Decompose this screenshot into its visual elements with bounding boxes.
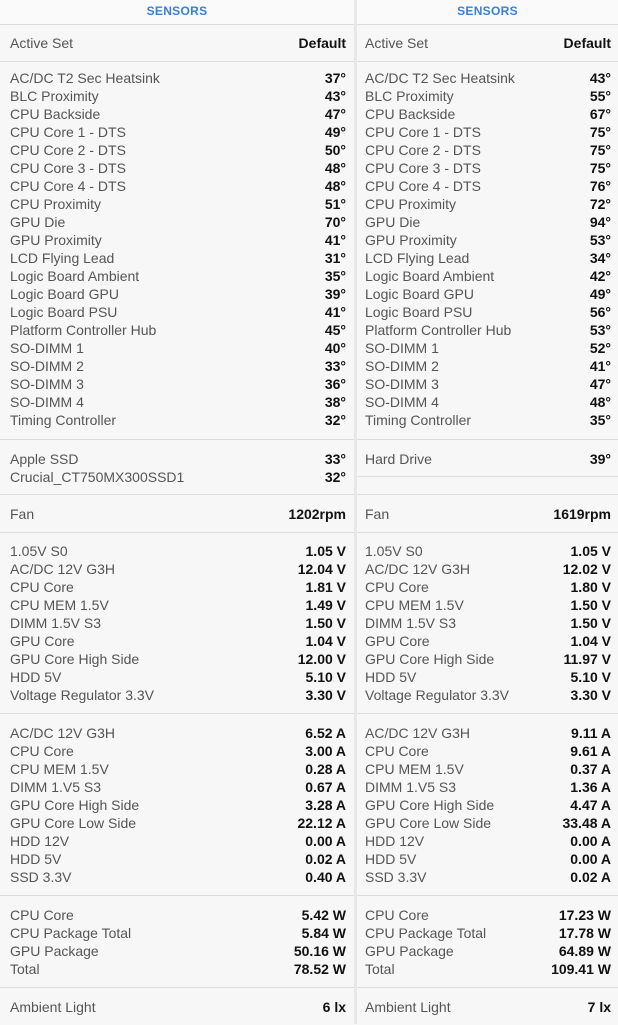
sensor-value: 32° [324,469,346,485]
temperature-row [357,87,618,105]
sensor-value: 1.04 V [570,633,611,649]
sensor-value: 12.04 V [297,561,346,577]
voltage-row [357,614,618,632]
temperature-row [0,69,354,87]
sensor-label: GPU Core [10,633,75,649]
voltage-row [357,668,618,686]
sensor-label: Total [365,961,395,977]
active-set-label: Active Set [365,35,429,51]
sensor-label: Crucial_CT750MX300SSD1 [10,469,185,485]
current-row [357,760,618,778]
sensor-value: 11.97 V [563,651,611,667]
drive-row [0,468,354,486]
current-row [0,724,354,742]
active-set-label: Active Set [10,35,74,51]
temperature-row [357,123,618,141]
temperature-row [357,159,618,177]
sensor-label: CPU Core [365,743,429,759]
temperature-section [357,69,618,429]
sensor-label: CPU Proximity [10,196,102,212]
current-row [0,778,354,796]
power-row [0,906,354,924]
sensor-value: 43° [589,70,611,86]
temperature-row [357,195,618,213]
sensor-label: HDD 12V [365,833,425,849]
sensor-value: 75° [589,124,611,140]
sensor-label: HDD 12V [10,833,70,849]
temperature-row [0,195,354,213]
sensor-value: 75° [589,142,611,158]
sensor-label: Ambient Light [10,999,96,1015]
temperature-row [357,213,618,231]
sensor-value: 64.89 W [558,943,611,959]
active-set-section [0,25,354,61]
sensor-value: 33° [324,358,346,374]
temperature-row [0,411,354,429]
drive-section [0,450,354,486]
current-row [357,868,618,886]
sensor-label: Ambient Light [365,999,451,1015]
sensor-label: DIMM 1.5V S3 [10,615,102,631]
sensor-label: CPU Proximity [365,196,457,212]
power-section [357,906,618,978]
sensor-label: GPU Proximity [365,232,457,248]
sensor-label: CPU Core 3 - DTS [10,160,126,176]
sensor-label: HDD 5V [10,669,62,685]
sensor-label: DIMM 1.5V S3 [365,615,457,631]
sensor-value: 0.40 A [305,869,346,885]
sensor-label: Platform Controller Hub [10,322,157,338]
sensor-value: 42° [589,268,611,284]
current-row [357,832,618,850]
drive-row [357,450,618,468]
fan-section [357,496,618,532]
sensor-value: 38° [324,394,346,410]
sensor-value: 1202rpm [288,506,346,522]
current-row [357,814,618,832]
sensor-value: 75° [589,160,611,176]
sensor-label: HDD 5V [365,669,417,685]
sensor-label: CPU Core [10,743,74,759]
voltage-row [357,650,618,668]
sensor-label: GPU Package [365,943,454,959]
sensor-label: CPU Backside [10,106,101,122]
sensor-value: 45° [324,322,346,338]
temperature-row [357,267,618,285]
sensor-label: GPU Die [365,214,421,230]
sensor-value: 47° [589,376,611,392]
sensor-label: LCD Flying Lead [365,250,470,266]
sensor-label: CPU Backside [365,106,456,122]
sensor-label: Fan [10,506,35,522]
sensor-label: CPU Core [10,579,74,595]
voltage-section [357,542,618,704]
sensor-value: 49° [324,124,346,140]
sensor-value: 56° [589,304,611,320]
sensor-value: 41° [589,358,611,374]
sensor-label: CPU Core [365,579,429,595]
drive-section [357,450,618,468]
sensor-label: BLC Proximity [10,88,99,104]
current-row [0,868,354,886]
sensor-label: CPU MEM 1.5V [365,597,464,613]
sensor-value: 41° [324,232,346,248]
temperature-row [0,105,354,123]
temperature-row [357,177,618,195]
active-set-row[interactable] [0,25,354,61]
temperature-row [0,231,354,249]
sensor-value: 0.02 A [570,869,611,885]
sensor-value: 70° [324,214,346,230]
sensor-value: 51° [324,196,346,212]
current-row [0,850,354,868]
sensor-label: AC/DC 12V G3H [10,561,116,577]
sensor-value: 39° [324,286,346,302]
sensor-value: 39° [589,451,611,467]
temperature-row [0,123,354,141]
sensor-value: 94° [589,214,611,230]
sensor-label: GPU Core High Side [10,797,140,813]
sensor-label: AC/DC 12V G3H [365,725,471,741]
temperature-row [357,357,618,375]
sensor-value: 3.28 A [305,797,346,813]
voltage-row [0,686,354,704]
sensor-label: SO-DIMM 2 [10,358,84,374]
fan-row [0,496,354,532]
temperature-row [357,285,618,303]
temperature-row [357,249,618,267]
sensor-value: 0.37 A [570,761,611,777]
temperature-row [0,375,354,393]
fan-section [0,496,354,532]
sensor-label: CPU Core [10,907,74,923]
sensors-tab[interactable]: SENSORS [357,0,618,24]
voltage-row [357,578,618,596]
sensor-label: SO-DIMM 1 [10,340,84,356]
sensor-value: 5.10 V [570,669,611,685]
sensor-label: Logic Board PSU [365,304,473,320]
temperature-row [357,411,618,429]
sensor-value: 5.84 W [301,925,346,941]
sensor-value: 35° [589,412,611,428]
sensor-label: GPU Die [10,214,66,230]
sensor-value: 3.30 V [570,687,611,703]
sensor-value: 48° [589,394,611,410]
sensor-label: SO-DIMM 4 [365,394,439,410]
sensor-label: CPU Core 4 - DTS [365,178,481,194]
power-row [0,960,354,978]
sensor-label: CPU Core 1 - DTS [365,124,481,140]
right-sensor-panel [357,0,618,1024]
sensor-value: 12.02 V [562,561,611,577]
sensor-value: 5.42 W [301,907,346,923]
sensor-value: 6.52 A [305,725,346,741]
sensor-value: 40° [324,340,346,356]
sensor-label: LCD Flying Lead [10,250,115,266]
current-row [357,724,618,742]
voltage-row [0,560,354,578]
sensor-value: 4.47 A [570,797,611,813]
temperature-row [357,69,618,87]
sensor-label: CPU Core 1 - DTS [10,124,126,140]
sensor-label: Logic Board Ambient [10,268,140,284]
sensor-value: 32° [324,412,346,428]
sensor-label: AC/DC 12V G3H [365,561,471,577]
sensor-value: 6 lx [322,999,346,1015]
sensor-value: 34° [589,250,611,266]
sensor-label: HDD 5V [10,851,62,867]
sensor-value: 47° [324,106,346,122]
sensor-value: 3.00 A [305,743,346,759]
sensor-value: 48° [324,178,346,194]
current-section [357,724,618,886]
voltage-section [0,542,354,704]
light-row [0,989,354,1025]
temperature-row [357,141,618,159]
sensor-value: 1619rpm [553,506,611,522]
voltage-row [357,542,618,560]
sensor-label: Logic Board PSU [10,304,118,320]
temperature-row [0,213,354,231]
power-row [0,942,354,960]
temperature-row [0,303,354,321]
sensor-value: 22.12 A [297,815,346,831]
sensor-value: 1.04 V [305,633,346,649]
sensor-value: 49° [589,286,611,302]
temperature-row [0,339,354,357]
sensor-label: DIMM 1.V5 S3 [10,779,102,795]
sensor-label: SO-DIMM 3 [10,376,84,392]
sensor-label: Logic Board Ambient [365,268,495,284]
temperature-row [0,267,354,285]
voltage-row [0,542,354,560]
current-row [357,850,618,868]
sensor-value: 5.10 V [305,669,346,685]
sensor-label: AC/DC T2 Sec Heatsink [10,70,160,86]
sensor-value: 67° [589,106,611,122]
current-section [0,724,354,886]
light-row [357,989,618,1025]
sensor-label: 1.05V S0 [365,543,423,559]
voltage-row [357,686,618,704]
sensor-value: 37° [324,70,346,86]
light-section [0,989,354,1025]
sensor-value: 1.50 V [305,615,346,631]
temperature-row [357,393,618,411]
sensor-value: 9.11 A [571,725,611,741]
power-row [357,960,618,978]
sensor-value: 1.49 V [305,597,346,613]
sensor-value: 0.67 A [305,779,346,795]
sensor-label: Voltage Regulator 3.3V [10,687,154,703]
temperature-section [0,69,354,429]
sensor-value: 53° [589,322,611,338]
sensor-label: CPU Package Total [365,925,487,941]
temperature-row [0,357,354,375]
current-row [0,814,354,832]
sensor-label: Timing Controller [10,412,117,428]
current-row [0,760,354,778]
sensor-label: CPU Core [365,907,429,923]
sensor-label: Hard Drive [365,451,432,467]
drive-row [0,450,354,468]
sensor-value: 109.41 W [551,961,611,977]
sensor-value: 17.78 W [558,925,611,941]
sensor-label: GPU Core High Side [365,651,495,667]
light-section [357,989,618,1025]
sensor-value: 33° [324,451,346,467]
temperature-row [0,249,354,267]
sensor-value: 53° [589,232,611,248]
sensor-label: SO-DIMM 2 [365,358,439,374]
temperature-row [0,87,354,105]
sensor-label: Voltage Regulator 3.3V [365,687,509,703]
sensor-value: 43° [324,88,346,104]
sensor-value: 3.30 V [305,687,346,703]
sensor-value: 0.02 A [305,851,346,867]
voltage-row [0,578,354,596]
sensor-value: 52° [589,340,611,356]
sensor-value: 7 lx [587,999,611,1015]
temperature-row [357,339,618,357]
sensor-label: GPU Core [365,633,430,649]
sensor-label: CPU Core 3 - DTS [365,160,481,176]
temperature-row [357,105,618,123]
sensor-value: 41° [324,304,346,320]
fan-row [357,496,618,532]
sensor-value: 78.52 W [293,961,346,977]
current-row [0,796,354,814]
sensor-label: CPU MEM 1.5V [10,761,109,777]
voltage-row [0,632,354,650]
sensor-label: Logic Board GPU [10,286,119,302]
temperature-row [0,285,354,303]
sensor-label: GPU Core High Side [10,651,140,667]
sensor-label: Platform Controller Hub [365,322,512,338]
sensor-value: 1.50 V [570,615,611,631]
sensor-value: 9.61 A [570,743,611,759]
power-row [357,924,618,942]
sensor-label: DIMM 1.V5 S3 [365,779,457,795]
sensor-value: 0.00 A [305,833,346,849]
sensor-label: SSD 3.3V [10,869,72,885]
sensor-value: 1.36 A [570,779,611,795]
sensor-value: 31° [324,250,346,266]
sensors-tab[interactable]: SENSORS [0,0,354,24]
current-row [357,778,618,796]
sensor-label: Timing Controller [365,412,472,428]
sensor-label: GPU Proximity [10,232,102,248]
sensor-value: 0.00 A [570,851,611,867]
power-row [357,942,618,960]
active-set-row[interactable] [357,25,618,61]
sensor-label: AC/DC 12V G3H [10,725,116,741]
temperature-row [357,375,618,393]
power-section [0,906,354,978]
sensor-value: 55° [589,88,611,104]
sensor-label: CPU Package Total [10,925,132,941]
sensor-label: CPU MEM 1.5V [10,597,109,613]
sensor-label: Logic Board GPU [365,286,474,302]
sensor-value: 48° [324,160,346,176]
voltage-row [357,632,618,650]
sensor-value: 72° [589,196,611,212]
sensor-value: 1.81 V [305,579,346,595]
sensor-value: 50.16 W [293,943,346,959]
sensor-value: 36° [324,376,346,392]
sensor-label: GPU Core Low Side [10,815,137,831]
current-row [357,796,618,814]
sensor-label: Fan [365,506,390,522]
sensor-label: Apple SSD [10,451,79,467]
sensor-value: 1.50 V [570,597,611,613]
sensor-label: GPU Core High Side [365,797,495,813]
sensor-value: 0.28 A [305,761,346,777]
current-row [0,742,354,760]
sensor-label: Total [10,961,40,977]
temperature-row [0,159,354,177]
sensor-label: AC/DC T2 Sec Heatsink [365,70,515,86]
sensor-value: 33.48 A [562,815,611,831]
temperature-row [357,303,618,321]
sensor-label: SO-DIMM 4 [10,394,84,410]
sensor-label: CPU Core 2 - DTS [10,142,126,158]
sensor-value: 17.23 W [558,907,611,923]
current-row [357,742,618,760]
voltage-row [0,614,354,632]
sensor-label: GPU Core Low Side [365,815,492,831]
sensor-value: 1.05 V [305,543,346,559]
sensor-value: 1.05 V [570,543,611,559]
sensor-value: 35° [324,268,346,284]
sensor-label: CPU Core 2 - DTS [365,142,481,158]
active-set-value: Default [563,35,611,51]
power-row [357,906,618,924]
voltage-row [357,596,618,614]
sensor-label: HDD 5V [365,851,417,867]
sensor-label: SSD 3.3V [365,869,427,885]
sensor-value: 12.00 V [297,651,346,667]
sensor-label: 1.05V S0 [10,543,68,559]
temperature-row [0,393,354,411]
power-row [0,924,354,942]
voltage-row [357,560,618,578]
sensor-label: CPU MEM 1.5V [365,761,464,777]
active-set-section [357,25,618,61]
sensor-label: SO-DIMM 3 [365,376,439,392]
voltage-row [0,668,354,686]
current-row [0,832,354,850]
sensor-label: SO-DIMM 1 [365,340,439,356]
active-set-value: Default [298,35,346,51]
sensor-value: 50° [324,142,346,158]
temperature-row [0,321,354,339]
temperature-row [0,141,354,159]
temperature-row [357,231,618,249]
sensor-value: 0.00 A [570,833,611,849]
voltage-row [0,650,354,668]
temperature-row [357,321,618,339]
sensor-label: CPU Core 4 - DTS [10,178,126,194]
sensor-label: GPU Package [10,943,99,959]
sensor-value: 76° [589,178,611,194]
temperature-row [0,177,354,195]
sensor-label: BLC Proximity [365,88,454,104]
sensor-value: 1.80 V [570,579,611,595]
voltage-row [0,596,354,614]
